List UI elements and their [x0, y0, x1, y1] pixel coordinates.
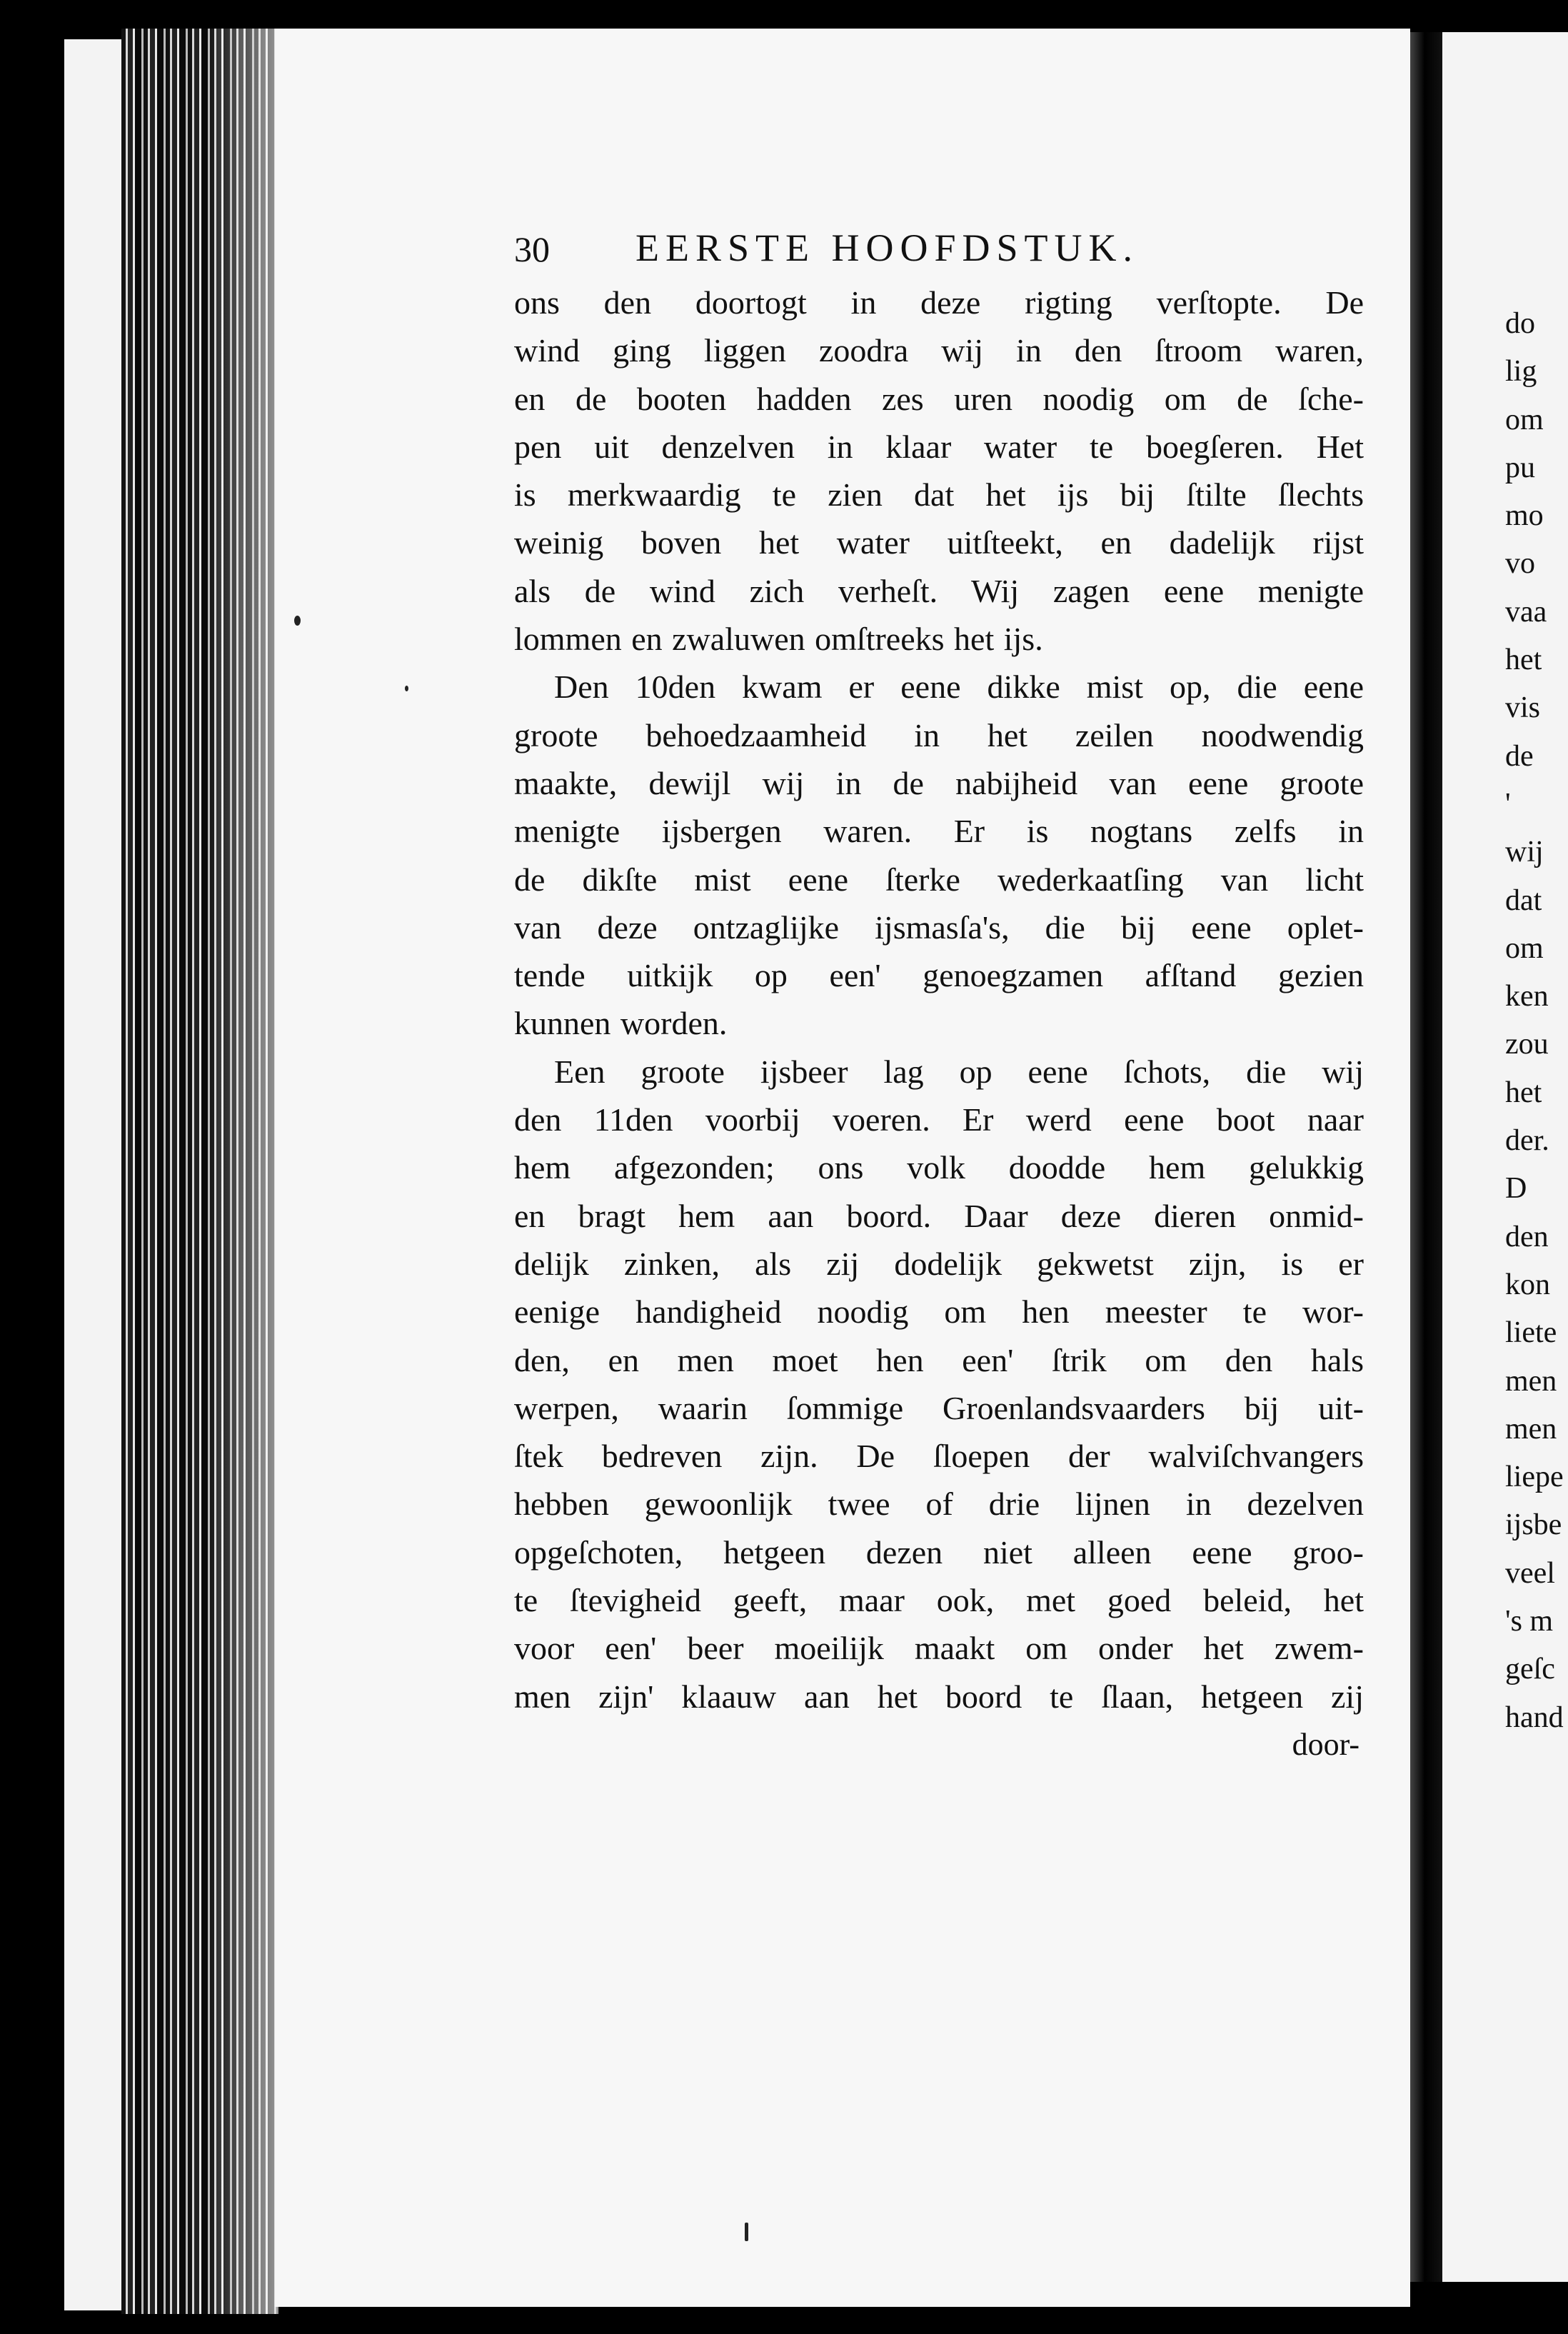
next-page-fragment: den	[1505, 1220, 1549, 1253]
text-line: weinig boven het water uitſteekt, en dadelijk rijst	[514, 524, 1364, 561]
next-page-fragment: der.	[1505, 1124, 1549, 1158]
next-page-fragment: kon	[1505, 1268, 1550, 1301]
next-page-fragment: D	[1505, 1172, 1527, 1206]
text-line: werpen, waarin ſommige Groenlandsvaarders bij uit-	[514, 1389, 1364, 1426]
text-line: opgeſchoten, hetgeen dezen niet alleen eene groo-	[514, 1533, 1364, 1571]
text-column	[514, 214, 1364, 1768]
catchword: door-	[1292, 1726, 1360, 1762]
text-line: pen uit denzelven in klaar water te boegſeren. Het	[514, 428, 1364, 465]
next-page-fragment: vaa	[1505, 595, 1547, 628]
text-line: voor een' beer moeilijk maakt om onder het zwem-	[514, 1630, 1364, 1667]
text-line: als de wind zich verheſt. Wij zagen eene menigte	[514, 572, 1364, 609]
next-page-fragment: men	[1505, 1364, 1557, 1398]
next-page-fragment: om	[1505, 931, 1544, 965]
body-text	[514, 279, 1364, 1721]
scan-speck	[294, 616, 301, 626]
text-line: Den 10den kwam er eene dikke mist op, die eene	[554, 668, 1364, 706]
text-line: Een groote ijsbeer lag op eene ſchots, die wij	[554, 1053, 1364, 1090]
text-line: menigte ijsbergen waren. Er is nogtans zelfs in	[514, 813, 1364, 850]
text-line: ons den doortogt in deze rigting verſtopte. De	[514, 284, 1364, 321]
text-line: hebben gewoonlijk twee of drie lijnen in dezelven	[514, 1486, 1364, 1523]
text-line: eenige handigheid noodig om hen meester te wor-	[514, 1293, 1364, 1331]
next-page-fragment: men	[1505, 1412, 1557, 1446]
text-line: hem afgezonden; ons volk doodde hem gelukkig	[514, 1149, 1364, 1186]
next-page-fragment: wij	[1505, 836, 1544, 869]
text-line: men zijn' klaauw aan het boord te ſlaan, hetgeen zij	[514, 1678, 1364, 1715]
next-page-fragment: het	[1505, 643, 1542, 677]
next-page-fragment: veel	[1505, 1556, 1555, 1590]
next-page-fragment: ijsbe	[1505, 1508, 1562, 1542]
text-line: van deze ontzaglijke ijsmasſa's, die bij eene oplet-	[514, 908, 1364, 946]
scan-speck	[405, 686, 408, 691]
text-line: wind ging liggen zoodra wij in den ſtroom waren,	[514, 332, 1364, 369]
running-head	[514, 214, 1364, 279]
text-line: de dikſte mist eene ſterke wederkaatſing van licht	[514, 861, 1364, 898]
next-page-fragment: liete	[1505, 1316, 1557, 1350]
text-line: den 11den voorbij voeren. Er werd eene boot naar	[514, 1101, 1364, 1138]
book-gutter	[1410, 32, 1442, 2282]
next-page-fragment: do	[1505, 307, 1535, 340]
text-line: delijk zinken, als zij dodelijk gekwetst zijn, is er	[514, 1245, 1364, 1282]
text-line: kunnen worden.	[514, 1005, 728, 1042]
next-page-fragment: geſc	[1505, 1653, 1555, 1686]
next-page-fragment: zou	[1505, 1028, 1549, 1061]
book-page-edges-fade	[207, 29, 278, 2314]
next-page-fragment: '	[1505, 787, 1511, 821]
text-line: ſtek bedreven zijn. De ſloepen der walviſchvangers	[514, 1438, 1364, 1475]
next-page-text	[1505, 300, 1568, 1742]
text-line: te ſtevigheid geeft, maar ook, met goed beleid, het	[514, 1582, 1364, 1619]
text-line: en de booten hadden zes uren noodig om de ſche-	[514, 380, 1364, 417]
scan-speck	[745, 2223, 748, 2241]
next-page-fragment: dat	[1505, 883, 1542, 917]
text-line: is merkwaardig te zien dat het ijs bij ſtilte ſlechts	[514, 476, 1364, 514]
next-page-fragment: de	[1505, 739, 1534, 773]
next-page-fragment: om	[1505, 403, 1544, 436]
next-page-fragment: lig	[1505, 355, 1537, 389]
next-page-fragment: 's m	[1505, 1605, 1554, 1638]
text-line: en bragt hem aan boord. Daar deze dieren onmid-	[514, 1197, 1364, 1234]
next-page-fragment: hand	[1505, 1701, 1564, 1734]
next-page-fragment: vis	[1505, 691, 1541, 725]
text-line: groote behoedzaamheid in het zeilen noodwendig	[514, 716, 1364, 753]
next-page-fragment: vo	[1505, 547, 1535, 581]
next-page-fragment: mo	[1505, 499, 1544, 533]
text-line: lommen en zwaluwen omſtreeks het ijs.	[514, 621, 1043, 658]
text-line: tende uitkijk op een' genoegzamen afſtand gezien	[514, 957, 1364, 994]
next-page-fragment: pu	[1505, 451, 1535, 484]
page-number: 30	[514, 229, 550, 269]
next-page-fragment: het	[1505, 1076, 1542, 1109]
next-page-fragment: ken	[1505, 980, 1549, 1013]
chapter-title: EERSTE HOOFDSTUK.	[635, 226, 1140, 269]
next-page-fragment: liepe	[1505, 1461, 1564, 1494]
left-margin-strip	[64, 39, 129, 2310]
text-line: maakte, dewijl wij in de nabijheid van eene groote	[514, 764, 1364, 801]
text-line: den, en men moet hen een' ſtrik om den hals	[514, 1341, 1364, 1378]
